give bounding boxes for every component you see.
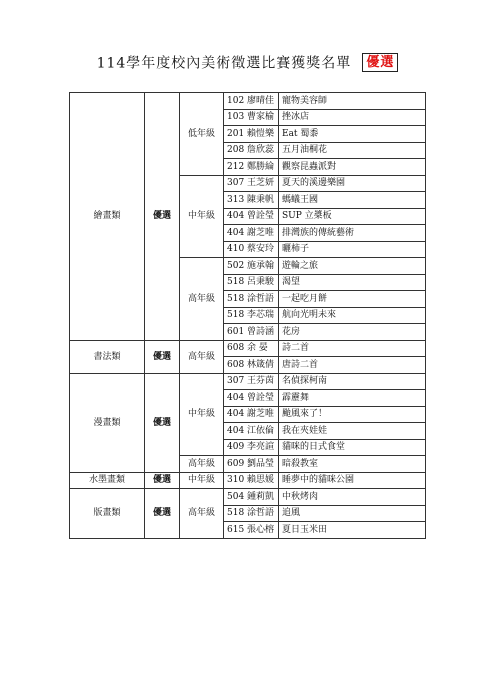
student-cell: 518 呂秉駿 (224, 274, 279, 291)
grade-cell: 高年級 (180, 340, 224, 373)
student-cell: 504 鍾莉凱 (224, 489, 279, 506)
work-title-cell: 遊輪之旅 (279, 258, 426, 275)
category-cell: 版畫類 (70, 489, 145, 539)
award-level-cell: 優選 (145, 489, 180, 539)
student-cell: 615 張心榕 (224, 522, 279, 539)
work-title-cell: 我在夾娃娃 (279, 423, 426, 440)
grade-cell: 中年級 (180, 175, 224, 258)
award-level-cell: 優選 (145, 472, 180, 489)
student-cell: 208 詹欣蕊 (224, 142, 279, 159)
grade-cell: 高年級 (180, 456, 224, 473)
student-cell: 404 曾詮瑩 (224, 390, 279, 407)
student-cell: 404 曾詮瑩 (224, 208, 279, 225)
work-title-cell: 夏天的溪邊樂園 (279, 175, 426, 192)
work-title-cell: 曬柿子 (279, 241, 426, 258)
table-row (70, 340, 426, 357)
award-level-cell: 優選 (145, 373, 180, 472)
student-cell: 609 劉品瑩 (224, 456, 279, 473)
work-title-cell: 渴望 (279, 274, 426, 291)
work-title-cell: Eat 蜀黍 (279, 126, 426, 143)
student-cell: 310 賴思媛 (224, 472, 279, 489)
student-cell: 601 曾詩涵 (224, 324, 279, 341)
award-level-cell: 優選 (145, 340, 180, 373)
work-title-cell: 中秋烤肉 (279, 489, 426, 506)
student-cell: 608 林箴倩 (224, 357, 279, 374)
student-cell: 307 王芬茵 (224, 373, 279, 390)
title-bar (0, 52, 495, 73)
grade-cell: 高年級 (180, 258, 224, 341)
student-cell: 518 涂哲語 (224, 291, 279, 308)
student-cell: 404 謝芝唯 (224, 406, 279, 423)
grade-cell: 低年級 (180, 93, 224, 176)
work-title-cell: 追風 (279, 505, 426, 522)
student-cell: 608 余 晏 (224, 340, 279, 357)
student-cell: 409 李亮諠 (224, 439, 279, 456)
table-row (70, 93, 426, 110)
category-cell: 繪畫類 (70, 93, 145, 341)
student-cell: 102 廖晴佳 (224, 93, 279, 110)
award-level-cell: 優選 (145, 93, 180, 341)
work-title-cell: 五月油桐花 (279, 142, 426, 159)
student-cell: 212 鄭勝綸 (224, 159, 279, 176)
work-title-cell: 霹靂舞 (279, 390, 426, 407)
student-cell: 502 施承翰 (224, 258, 279, 275)
work-title-cell: 名偵探柯南 (279, 373, 426, 390)
category-cell: 水墨畫類 (70, 472, 145, 489)
student-cell: 103 曹家榆 (224, 109, 279, 126)
work-title-cell: 夏日玉米田 (279, 522, 426, 539)
awards-table-body (70, 93, 426, 539)
work-title-cell: 一起吃月餅 (279, 291, 426, 308)
work-title-cell: 詩二首 (279, 340, 426, 357)
student-cell: 518 李芯瑞 (224, 307, 279, 324)
work-title-cell: 唐詩二首 (279, 357, 426, 374)
table-row (70, 489, 426, 506)
student-cell: 201 賴愷樂 (224, 126, 279, 143)
category-cell: 漫畫類 (70, 373, 145, 472)
category-cell: 書法類 (70, 340, 145, 373)
grade-cell: 中年級 (180, 472, 224, 489)
table-row (70, 472, 426, 489)
work-title-cell: 貓咪的日式食堂 (279, 439, 426, 456)
grade-cell: 高年級 (180, 489, 224, 539)
work-title-cell: 花房 (279, 324, 426, 341)
work-title-cell: 排灣族的傳統藝術 (279, 225, 426, 242)
award-badge: 優選 (362, 53, 398, 72)
student-cell: 404 謝芝唯 (224, 225, 279, 242)
document-title: 114學年度校內美術徵選比賽獲獎名單 (96, 55, 352, 72)
work-title-cell: 颱風來了！ (279, 406, 426, 423)
work-title-cell: 挫冰店 (279, 109, 426, 126)
work-title-cell: 寵物美容師 (279, 93, 426, 110)
work-title-cell: 暗殺教室 (279, 456, 426, 473)
student-cell: 410 蔡安玲 (224, 241, 279, 258)
student-cell: 518 涂哲語 (224, 505, 279, 522)
student-cell: 307 王芝妍 (224, 175, 279, 192)
work-title-cell: 睡夢中的貓咪公園 (279, 472, 426, 489)
work-title-cell: 航向光明未來 (279, 307, 426, 324)
table-row (70, 373, 426, 390)
student-cell: 404 江依倫 (224, 423, 279, 440)
work-title-cell: 螞蟻王國 (279, 192, 426, 209)
student-cell: 313 陳秉帆 (224, 192, 279, 209)
work-title-cell: 觀察昆蟲派對 (279, 159, 426, 176)
awards-table (69, 92, 426, 539)
work-title-cell: SUP 立槳板 (279, 208, 426, 225)
grade-cell: 中年級 (180, 373, 224, 456)
